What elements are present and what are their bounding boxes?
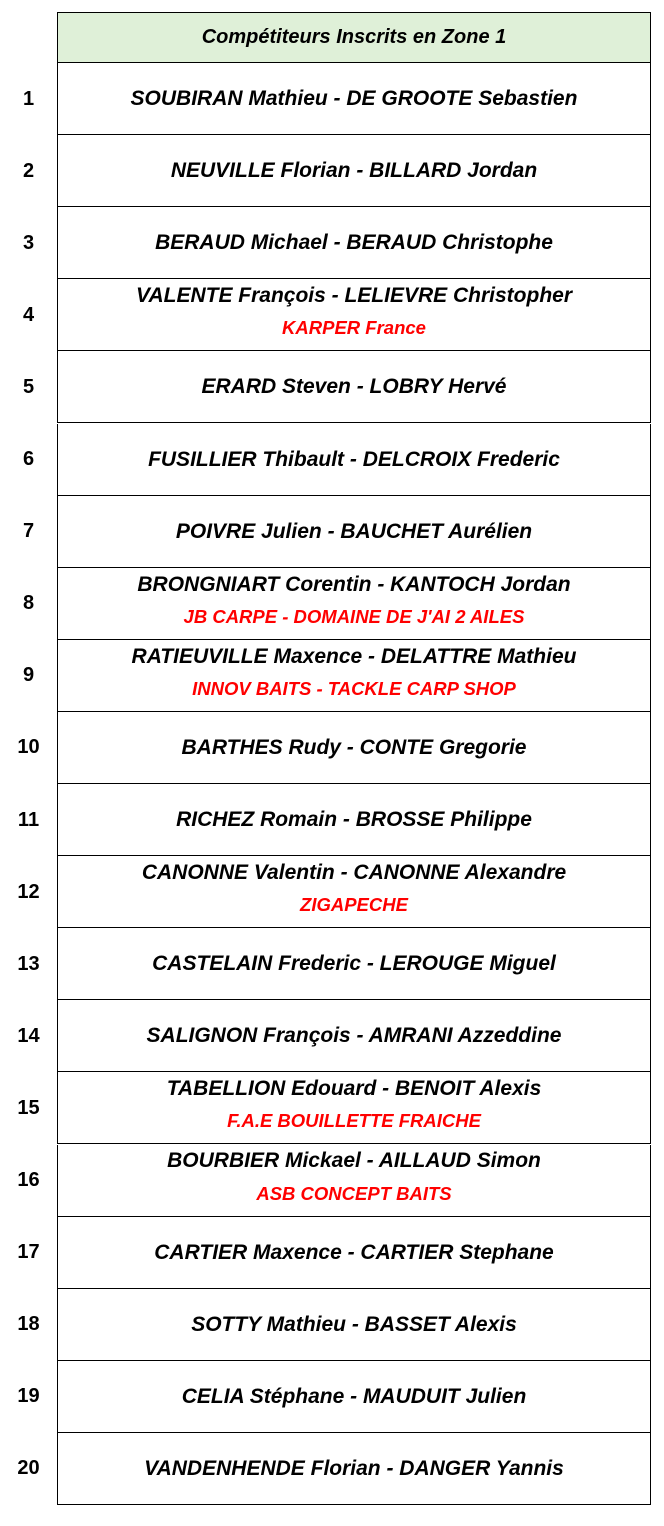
team-names: VANDENHENDE Florian - DANGER Yannis [144,1456,564,1480]
table-header-row [0,12,664,63]
team-names: BRONGNIART Corentin - KANTOCH Jordan [137,572,571,596]
team-sponsor: JB CARPE - DOMAINE DE J'AI 2 AILES [183,605,525,627]
row-number: 10 [17,736,40,759]
table-row [0,784,664,856]
table-row [0,928,664,1000]
team-cell [57,1000,651,1072]
team-cell [57,424,651,496]
team-names: NEUVILLE Florian - BILLARD Jordan [170,159,538,183]
table-row [0,1217,664,1289]
table-row [0,1072,664,1144]
table-row [0,1433,664,1505]
row-number: 9 [22,664,35,687]
team-cell [57,351,651,423]
team-cell [57,496,651,568]
table-row [0,856,664,928]
table-row [0,351,664,423]
team-names: VALENTE François - LELIEVRE Christopher [136,284,572,308]
team-cell [57,856,651,928]
table-row [0,63,664,135]
row-number: 18 [17,1313,40,1336]
team-cell [57,1289,651,1361]
team-names: BERAUD Michael - BERAUD Christophe [155,231,553,255]
team-cell [57,640,651,712]
team-names: FUSILLIER Thibault - DELCROIX Frederic [148,447,560,471]
team-cell [57,279,651,351]
row-number: 17 [17,1241,40,1264]
table-row [0,568,664,640]
row-number: 2 [22,159,35,182]
row-number: 15 [17,1096,40,1119]
team-names: BOURBIER Mickael - AILLAUD Simon [167,1149,541,1173]
row-number: 4 [22,303,35,326]
team-sponsor: ASB CONCEPT BAITS [256,1182,452,1204]
team-names: POIVRE Julien - BAUCHET Aurélien [175,519,533,543]
row-number: 11 [17,808,40,831]
row-number: 14 [17,1024,40,1047]
team-names: TABELLION Edouard - BENOIT Alexis [166,1077,542,1101]
team-cell [57,1361,651,1433]
row-number: 3 [22,231,35,254]
team-names: RATIEUVILLE Maxence - DELATTRE Mathieu [131,644,577,668]
table-row [0,135,664,207]
team-cell [57,1072,651,1144]
row-number: 12 [17,880,40,903]
table-row [0,1289,664,1361]
team-names: SOTTY Mathieu - BASSET Alexis [191,1312,517,1336]
team-cell [57,712,651,784]
team-names: ERARD Steven - LOBRY Hervé [201,375,507,399]
table-row [0,207,664,279]
team-cell [57,63,651,135]
row-number: 6 [22,448,35,471]
team-names: CELIA Stéphane - MAUDUIT Julien [181,1384,527,1408]
team-names: BARTHES Rudy - CONTE Gregorie [181,735,527,759]
team-cell [57,784,651,856]
team-names: CASTELAIN Frederic - LEROUGE Miguel [152,952,556,976]
team-sponsor: INNOV BAITS - TACKLE CARP SHOP [192,677,516,699]
table-row [0,1000,664,1072]
row-number: 19 [17,1385,40,1408]
table-row [0,279,664,351]
table-row [0,424,664,496]
row-number: 7 [22,520,35,543]
team-names: SALIGNON François - AMRANI Azzeddine [146,1024,562,1048]
team-sponsor: ZIGAPECHE [300,894,408,916]
team-cell [57,1433,651,1505]
team-cell [57,207,651,279]
team-names: RICHEZ Romain - BROSSE Philippe [176,808,532,831]
row-number: 5 [22,375,35,398]
row-number: 20 [17,1457,40,1480]
team-cell [57,568,651,640]
team-cell [57,135,651,207]
table-row [0,1361,664,1433]
table-row [0,640,664,712]
row-number: 16 [17,1169,40,1192]
team-cell [57,1217,651,1289]
team-names: SOUBIRAN Mathieu - DE GROOTE Sebastien [130,87,578,110]
row-number: 1 [22,87,35,110]
table-title: Compétiteurs Inscrits en Zone 1 [201,26,507,48]
team-cell [57,1145,651,1217]
table-row [0,496,664,568]
row-number: 8 [22,592,35,615]
team-sponsor: KARPER France [282,317,426,339]
table-row [0,712,664,784]
header-cell [57,12,651,63]
row-number: 13 [17,952,40,975]
team-cell [57,928,651,1000]
team-sponsor: F.A.E BOUILLETTE FRAICHE [227,1110,481,1132]
team-names: CARTIER Maxence - CARTIER Stephane [154,1240,554,1264]
team-names: CANONNE Valentin - CANONNE Alexandre [141,861,567,884]
table-row [0,1145,664,1217]
